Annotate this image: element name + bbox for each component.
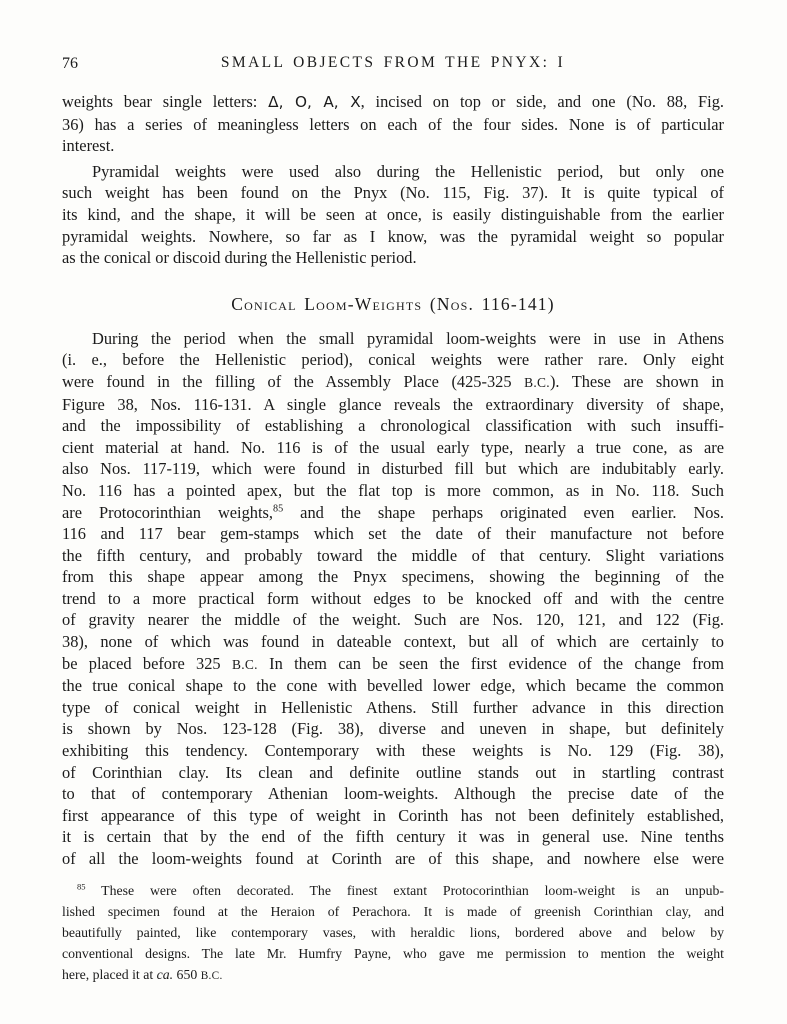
text-line: of gravity nearer the middle of the weight. Such are Nos. 120, 121, and 122 (Fig. (62, 610, 724, 630)
running-title: SMALL OBJECTS FROM THE PNYX: I (220, 54, 566, 71)
text-line: it is certain that by the end of the fifth century it was in general use. Nine tenths (62, 827, 724, 847)
text-line: interest. (62, 136, 115, 156)
text-segment: are Protocorinthian weights, (62, 502, 274, 522)
text-line: of all the loom-weights found at Corinth are of this shape, and nowhere else were (62, 849, 724, 868)
text-line (62, 91, 724, 114)
text-segment: 85 (273, 503, 284, 515)
text-line: Pyramidal weights were used also during the Hellenistic period, but only one (92, 161, 724, 181)
text-segment: ca. (156, 967, 174, 982)
text-line: During the period when the small pyramidal loom-weights were in use in Athens (92, 328, 724, 348)
text-line: its kind, and the shape, it will be seen at once, is easily distinguishable from the earlier (62, 204, 724, 224)
text-segment: Δ, O, A, X (268, 93, 361, 111)
text-line: Figure 38, Nos. 116-131. A single glance reveals the extraordinary diversity of shape, (62, 394, 724, 414)
text-line: such weight has been found on the Pnyx (No. 115, Fig. 37). It is quite typical of (62, 183, 724, 203)
text-line: trend to a more practical form without edges to be knocked off and with the centre (62, 588, 724, 608)
text-segment: here, placed it at (62, 967, 157, 982)
text-segment: ). These are shown in (549, 371, 724, 391)
text-line: is shown by Nos. 123-128 (Fig. 38), diverse and uneven in shape, but definitely (62, 719, 724, 739)
text-line (62, 964, 724, 987)
text-segment: were found in the filling of the Assembly Place (425-325 (62, 371, 525, 391)
text-line: 36) has a series of meaningless letters on each of the four sides. None is of particular (62, 114, 724, 134)
body-text (62, 91, 724, 870)
text-segment: and the shape perhaps originated even earlier. Nos. (283, 502, 724, 522)
text-line: No. 116 has a pointed apex, but the flat top is more common, as in No. 118. Such (62, 480, 724, 500)
text-line (62, 502, 724, 524)
section-heading: Conical Loom-Weights (Nos. 116-141) (231, 293, 555, 314)
page-number: 76 (62, 55, 78, 72)
text-line: cient material at hand. No. 116 is of the usual early type, nearly a true cone, as are (62, 437, 724, 457)
text-line: 38), none of which was found in dateable context, but all of which are certainly to (62, 632, 724, 652)
text-line (62, 371, 724, 394)
text-line: of Corinthian clay. Its clean and definite outline stands out in startling contrast (62, 762, 724, 782)
text-segment: B.C. (200, 970, 223, 982)
text-line: 116 and 117 bear gem-stamps which set the date of their manufacture not before (62, 524, 724, 544)
text-line: lished specimen found at the Heraion of Perachora. It is made of greenish Corinthian clay, and (62, 904, 724, 919)
text-line: exhibiting this tendency. Contemporary with these weights is No. 129 (Fig. 38), (62, 741, 724, 761)
text-line: (i. e., before the Hellenistic period), conical weights were rather rare. Only eight (62, 350, 724, 370)
text-segment: B.C. (231, 656, 258, 672)
paragraph (62, 91, 724, 157)
text-line: to that of contemporary Athenian loom-weights. Although the precise date of the (62, 784, 724, 804)
text-line: first appearance of this type of weight in Corinth has not been definitely established, (62, 805, 724, 825)
text-segment: These were often decorated. The finest extant Protocorinthian loom-weight is an unpub- (85, 883, 724, 898)
text-line: from this shape appear among the Pnyx specimens, showing the beginning of the (62, 567, 724, 587)
paragraph (62, 328, 724, 870)
text-segment: be placed before 325 (62, 653, 232, 673)
footnote-paragraph (62, 880, 724, 987)
text-line (62, 880, 724, 901)
text-line: beautifully painted, like contemporary vases, with heraldic lions, bordered above and below by (62, 925, 724, 940)
text-segment: weights bear single letters: (62, 92, 269, 111)
text-line: the true conical shape to the cone with bevelled lower edge, which became the common (62, 676, 724, 696)
text-line: also Nos. 117-119, which were found in disturbed fill but which are indubitably early. (62, 459, 724, 479)
text-line: the fifth century, and probably toward the middle of that century. Slight variations (62, 545, 724, 565)
text-segment: B.C. (524, 374, 550, 390)
text-line: as the conical or discoid during the Hellenistic period. (62, 248, 417, 268)
text-line: conventional designs. The late Mr. Humfry Payne, who gave me permission to mention the weight (62, 946, 724, 961)
text-segment: 85 (77, 881, 86, 892)
text-line: pyramidal weights. Nowhere, so far as I know, was the pyramidal weight so popular (62, 226, 724, 246)
text-segment: , incised on top or side, and one (No. 88, Fig. (360, 92, 724, 111)
page-header (62, 54, 724, 74)
paragraph (62, 161, 724, 269)
text-line: type of conical weight in Hellenistic Athens. Still further advance in this direction (62, 697, 724, 717)
text-segment: In them can be seen the first evidence of the change from (257, 653, 724, 673)
footnote (62, 880, 724, 987)
text-line (62, 653, 724, 676)
text-line: and the impossibility of establishing a chronological classification with such insuffi- (62, 416, 724, 436)
text-segment: 650 (173, 967, 201, 982)
